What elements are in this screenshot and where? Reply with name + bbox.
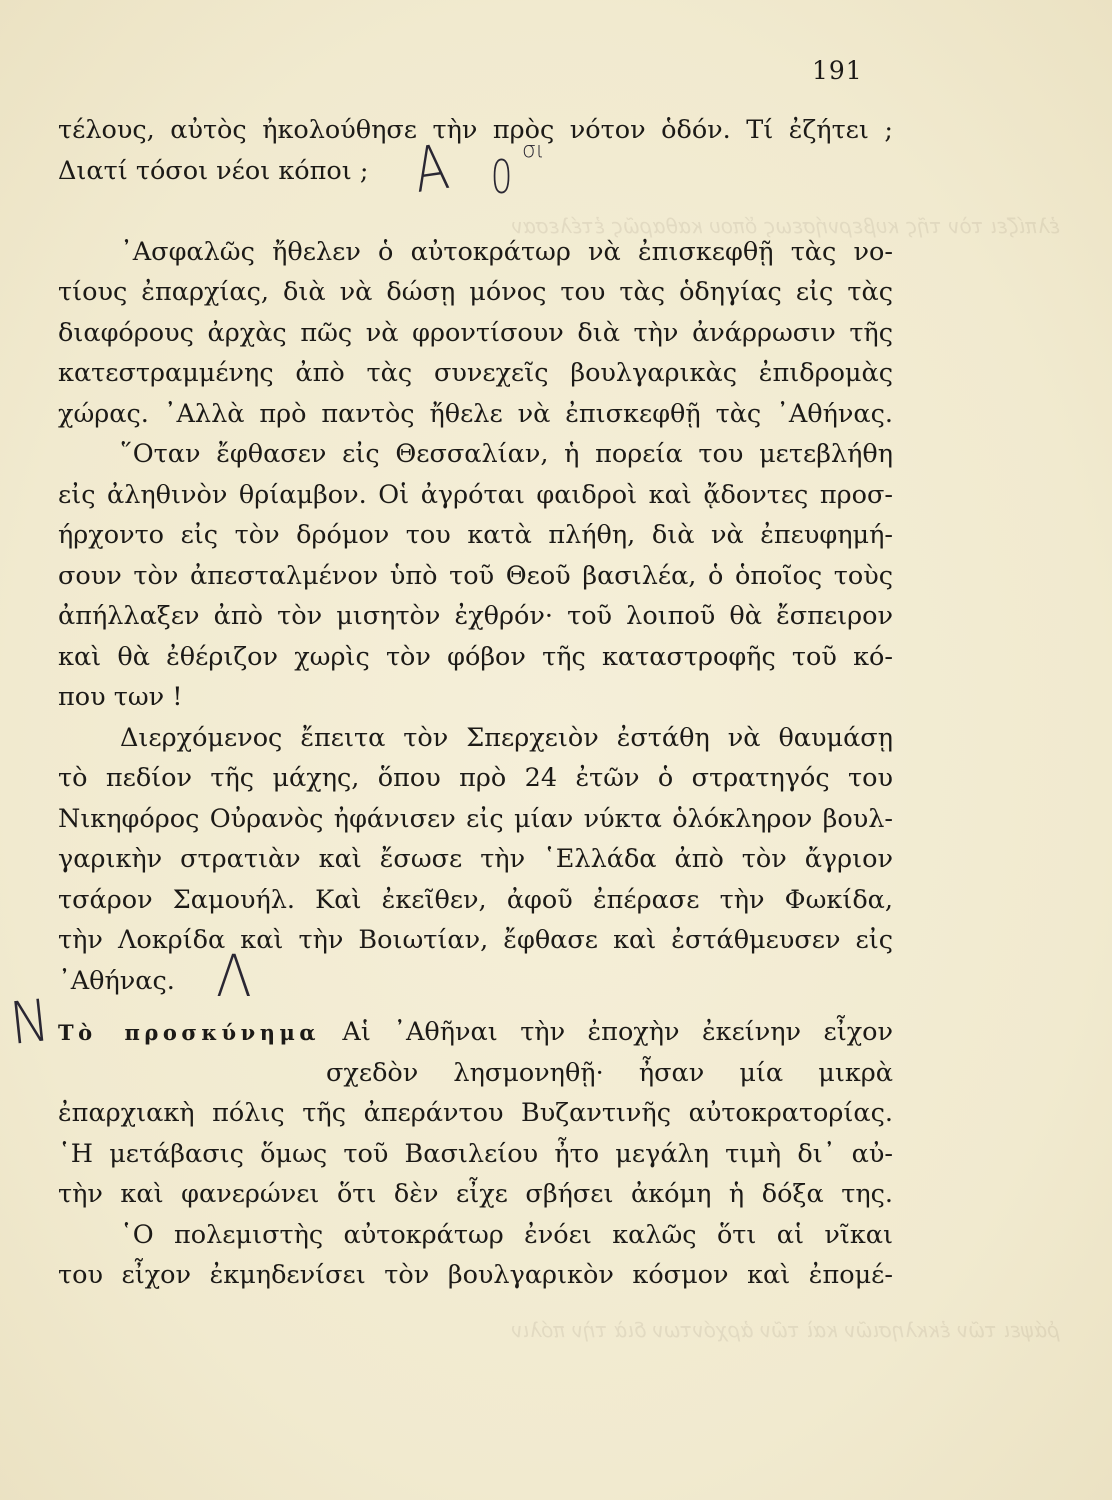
text-line: του εἶχον ἐκμηδενίσει τὸν βουλγαρικὸν κόσμον καὶ ἐπομέ- — [58, 1260, 893, 1290]
blank-line — [58, 191, 893, 232]
text-line: Διατί τόσοι νέοι κόποι ; — [58, 155, 369, 186]
text-line: τέλους, αὐτὸς ἠκολούθησε τὴν πρὸς νότον ὁδόν. Τί ἐζήτει ; — [58, 115, 893, 145]
show-through-text: ῥάψει τῶν ἐκκλησιῶν καὶ τῶν ἀρχόντων διὰ τὴν πόλιν — [511, 1318, 1060, 1342]
handwritten-mark: 0 — [490, 150, 513, 204]
section-line-text: Αἱ ᾿Αθῆναι τὴν ἐποχὴν ἐκείνην εἶχον — [342, 1017, 893, 1047]
section-second-line: σχεδὸν λησμονηθῇ· ἦσαν μία μικρὰ — [326, 1057, 893, 1088]
text-line: ῾Ο πολεμιστὴς αὐτοκράτωρ ἐνόει καλῶς ὅτι αἱ νῖκαι — [120, 1219, 893, 1250]
text-line: εἰς ἀληθινὸν θρίαμβον. Οἱ ἀγρόται φαιδροὶ καὶ ᾄδοντες προσ- — [58, 479, 893, 510]
text-line: Διερχόμενος ἔπειτα τὸν Σπερχειὸν ἐστάθη νὰ θαυμάσῃ — [120, 722, 893, 753]
show-through-text: ἐλπίζει τὸν τῆς κυβερνήσεως ὅπου καθαρῶς ἐτέλεσαν — [511, 214, 1060, 238]
text-line: ᾿Αθήνας. — [58, 965, 175, 996]
page-number: 191 — [812, 56, 863, 85]
text-line: Νικηφόρος Οὐρανὸς ἠφάνισεν εἰς μίαν νύκτα ὁλόκληρον βουλ- — [58, 803, 893, 834]
text-line: τσάρον Σαμουήλ. Καὶ ἐκεῖθεν, ἀφοῦ ἐπέρασε τὴν Φωκίδα, — [58, 884, 893, 915]
body-text — [58, 110, 893, 1042]
handwritten-mark: Λ — [215, 942, 252, 1010]
text-line: τὴν Λοκρίδα καὶ τὴν Βοιωτίαν, ἔφθασε καὶ ἐστάθμευσεν εἰς — [58, 925, 893, 955]
text-line: τὴν καὶ φανερώνει ὅτι δὲν εἶχε σβήσει ἀκόμη ἡ δόξα της. — [58, 1179, 893, 1209]
text-line: κατεστραμμένης ἀπὸ τὰς συνεχεῖς βουλγαρικὰς ἐπιδρομὰς — [58, 358, 893, 388]
text-line: διαφόρους ἀρχὰς πῶς νὰ φροντίσουν διὰ τὴν ἀνάρρωσιν τῆς — [58, 317, 893, 348]
text-line: καὶ θὰ ἐθέριζον χωρὶς τὸν φόβον τῆς καταστροφῆς τοῦ κό- — [58, 641, 893, 672]
section-first-line — [58, 1012, 893, 1053]
text-line: ᾿Ασφαλῶς ἤθελεν ὁ αὐτοκράτωρ νὰ ἐπισκεφθῇ τὰς νο- — [120, 236, 893, 267]
text-line: ἀπήλλαξεν ἀπὸ τὸν μισητὸν ἐχθρόν· τοῦ λοιποῦ θὰ ἔσπειρον — [58, 601, 893, 631]
text-line: ἐπαρχιακὴ πόλις τῆς ἀπεράντου Βυζαντινῆς αὐτοκρατορίας. — [58, 1098, 893, 1128]
section-block — [58, 1012, 893, 1296]
handwritten-mark: Α — [409, 129, 454, 208]
text-line: τὸ πεδίον τῆς μάχης, ὅπου πρὸ 24 ἐτῶν ὁ στρατηγός του — [58, 763, 893, 793]
section-heading: Τὸ προσκύνημα — [58, 1020, 320, 1045]
text-line: γαρικὴν στρατιὰν καὶ ἔσωσε τὴν ῾Ελλάδα ἀπὸ τὸν ἄγριον — [58, 844, 893, 874]
text-line: που των ! — [58, 682, 183, 712]
handwritten-mark: σι — [522, 138, 545, 163]
text-line: χώρας. ᾿Αλλὰ πρὸ παντὸς ἤθελε νὰ ἐπισκεφθῇ τὰς ᾿Αθήνας. — [58, 398, 893, 429]
text-line: τίους ἐπαρχίας, διὰ νὰ δώσῃ μόνος του τὰς ὁδηγίας εἰς τὰς — [58, 277, 893, 307]
text-line: σουν τὸν ἀπεσταλμένον ὑπὸ τοῦ Θεοῦ βασιλέα, ὁ ὁποῖος τοὺς — [58, 560, 893, 591]
text-line: ῾Η μετάβασις ὅμως τοῦ Βασιλείου ἦτο μεγάλη τιμὴ δι᾿ αὐ- — [58, 1138, 893, 1169]
handwritten-mark: Ν — [6, 986, 53, 1058]
text-line: ῞Οταν ἔφθασεν εἰς Θεσσαλίαν, ἡ πορεία του μετεβλήθη — [120, 439, 893, 469]
body-text-continued — [58, 1093, 893, 1296]
text-line: ήρχοντο εἰς τὸν δρόμον του κατὰ πλήθη, διὰ νὰ ἐπευφημή- — [58, 520, 893, 550]
